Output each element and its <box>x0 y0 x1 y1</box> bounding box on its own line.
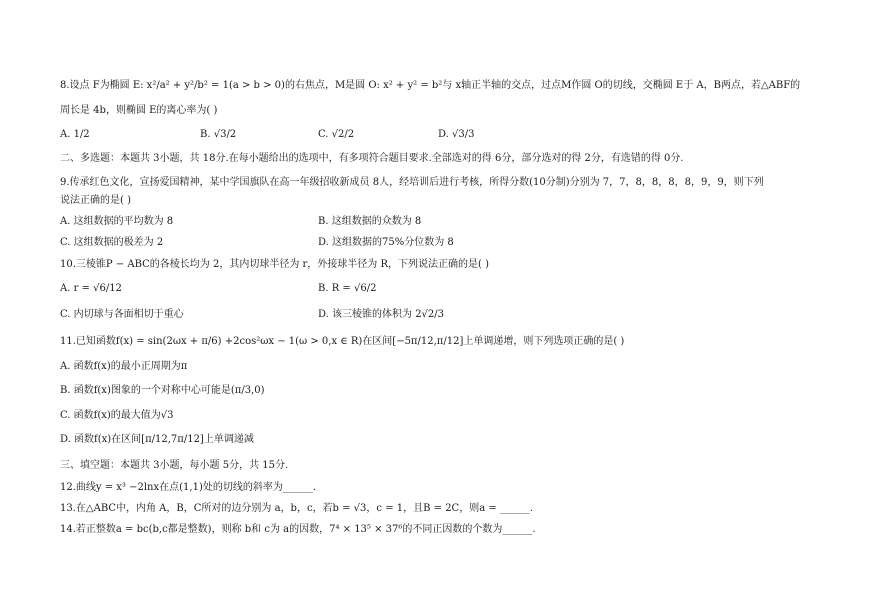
q8-option-c: C. √2/2 <box>318 129 355 140</box>
q11-option-d: D. 函数f(x)在区间[π/12,7π/12]上单调递减 <box>60 434 254 445</box>
q9-option-c: C. 这组数据的极差为 2 <box>60 237 164 248</box>
q10-line1: 10.三棱锥P − ABC的各棱长均为 2，其内切球半径为 r，外接球半径为 R，下列说法正确的是( ) <box>60 259 489 270</box>
section-2-heading: 二、多选题：本题共 3小题，共 18分.在每小题给出的选项中，有多项符合题目要求.全部选对的得 6分，部分选对的得 2分，有选错的得 0分. <box>60 153 684 164</box>
q11-line1: 11.已知函数f(x) = sin(2ωx + π/6) +2cos²ωx − 1(ω > 0,x ∈ R)在区间[−5π/12,π/12]上单调递增，则下列选项正确的是( ) <box>60 336 625 347</box>
q8-line1: 8.设点 F为椭圆 E: x²/a² + y²/b² = 1(a > b > 0)的右焦点，M是圆 O: x² + y² = b²与 x轴正半轴的交点，过点M作圆 O的切线，交椭圆 E于 A，B两点，若△ABF的 <box>60 80 801 91</box>
q9-option-d: D. 这组数据的75%分位数为 8 <box>318 237 454 248</box>
section-3-heading: 三、填空题：本题共 3小题，每小题 5分，共 15分. <box>60 460 289 471</box>
q12-line: 12.曲线y = x³ −2lnx在点(1,1)处的切线的斜率为______. <box>60 482 317 493</box>
q9-option-b: B. 这组数据的众数为 8 <box>318 216 422 227</box>
q8-option-b: B. √3/2 <box>200 129 237 140</box>
q13-line: 13.在△ABC中，内角 A，B，C所对的边分别为 a，b，c，若b = √3，c = 1，且B = 2C，则a = ______. <box>60 503 534 514</box>
q9-line2: 说法正确的是( ) <box>60 195 131 206</box>
q11-option-a: A. 函数f(x)的最小正周期为π <box>60 361 188 372</box>
q9-line1: 9.传承红色文化，宣扬爱国精神，某中学国旗队在高一年级招收新成员 8人，经培训后进行考核，所得分数(10分制)分别为 7，7，8，8，8，8，9，9，则下列 <box>60 177 764 188</box>
q11-option-b: B. 函数f(x)图象的一个对称中心可能是(π/3,0) <box>60 385 265 396</box>
q10-option-b: B. R = √6/2 <box>318 283 377 294</box>
q10-option-a: A. r = √6/12 <box>60 283 122 294</box>
q8-option-d: D. √3/3 <box>438 129 475 140</box>
q8-option-a: A. 1/2 <box>60 129 90 140</box>
q10-option-c: C. 内切球与各面相切于重心 <box>60 309 184 320</box>
q14-line: 14.若正整数a = bc(b,c都是整数)，则称 b和 c为 a的因数，7⁴ × 13⁵ × 37⁶的不同正因数的个数为______. <box>60 524 536 535</box>
q8-line2: 周长是 4b，则椭圆 E的离心率为( ) <box>60 105 218 116</box>
q10-option-d: D. 该三棱锥的体积为 2√2/3 <box>318 309 445 320</box>
q11-option-c: C. 函数f(x)的最大值为√3 <box>60 410 174 421</box>
q9-option-a: A. 这组数据的平均数为 8 <box>60 216 174 227</box>
